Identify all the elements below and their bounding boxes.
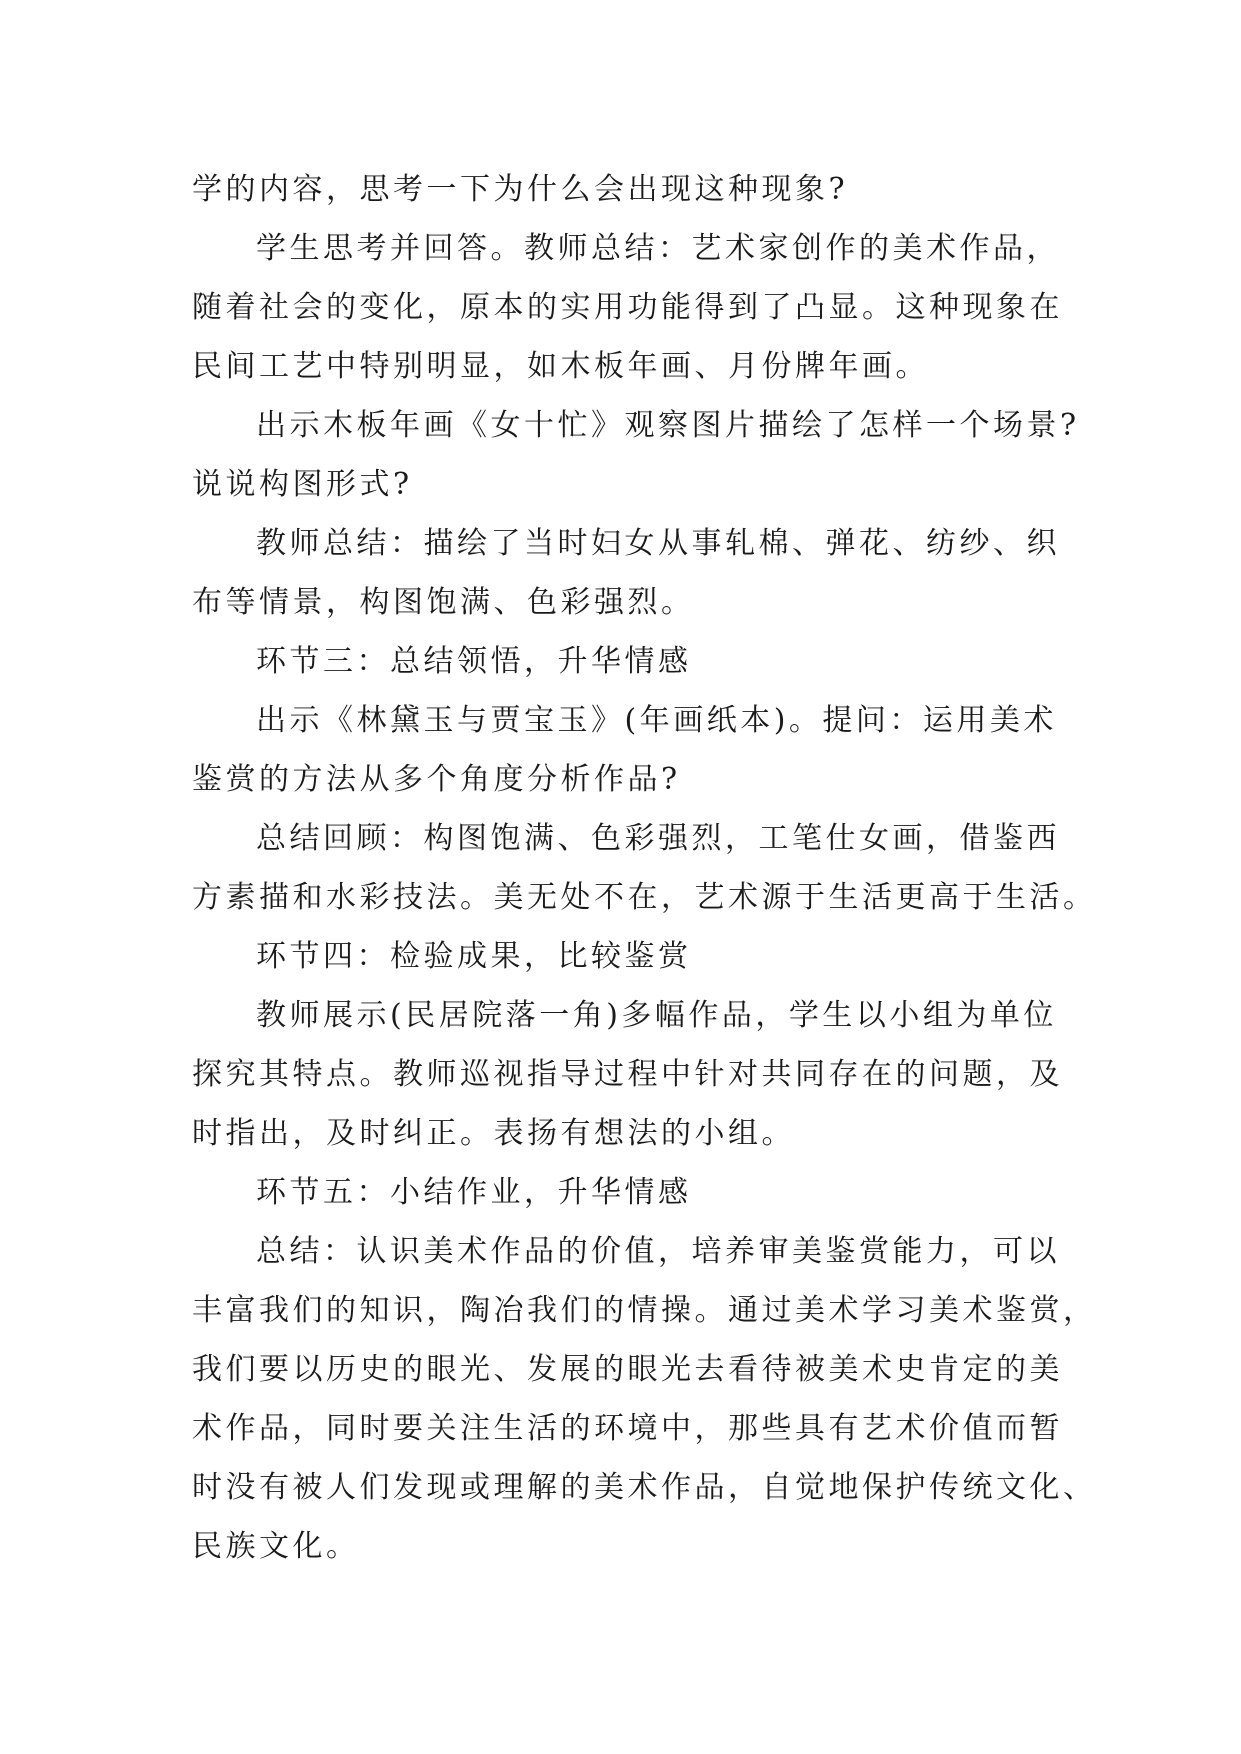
text-line: 探究其特点。教师巡视指导过程中针对共同存在的问题，及 xyxy=(192,1057,1063,1092)
text-line: 总结：认识美术作品的价值，培养审美鉴赏能力，可以 xyxy=(256,1234,1060,1269)
text-line: 出示《林黛玉与贾宝玉》(年画纸本)。提问：运用美术 xyxy=(256,703,1057,738)
text-line: 说说构图形式? xyxy=(192,467,413,502)
document-body xyxy=(192,160,1097,1576)
text-line: 时没有被人们发现或理解的美术作品，自觉地保护传统文化、 xyxy=(192,1470,1097,1505)
text-line: 术作品，同时要关注生活的环境中，那些具有艺术价值而暂 xyxy=(192,1411,1063,1446)
text-line: 时指出，及时纠正。表扬有想法的小组。 xyxy=(192,1116,795,1151)
text-line: 教师展示(民居院落一角)多幅作品，学生以小组为单位 xyxy=(256,998,1057,1033)
text-line: 鉴赏的方法从多个角度分析作品? xyxy=(192,762,681,797)
section-heading: 环节三：总结领悟，升华情感 xyxy=(256,644,692,679)
text-line: 民间工艺中特别明显，如木板年画、月份牌年画。 xyxy=(192,349,929,384)
text-line: 出示木板年画《女十忙》观察图片描绘了怎样一个场景? xyxy=(256,408,1080,443)
text-line: 学的内容，思考一下为什么会出现这种现象? xyxy=(192,172,849,207)
text-line: 丰富我们的知识，陶冶我们的情操。通过美术学习美术鉴赏， xyxy=(192,1293,1097,1328)
text-line: 学生思考并回答。教师总结：艺术家创作的美术作品， xyxy=(256,231,1060,266)
text-line: 教师总结：描绘了当时妇女从事轧棉、弹花、纺纱、织 xyxy=(256,526,1060,561)
section-heading: 环节四：检验成果，比较鉴赏 xyxy=(256,939,692,974)
text-line: 我们要以历史的眼光、发展的眼光去看待被美术史肯定的美 xyxy=(192,1352,1063,1387)
section-heading: 环节五：小结作业，升华情感 xyxy=(256,1175,692,1210)
text-line: 布等情景，构图饱满、色彩强烈。 xyxy=(192,585,695,620)
text-line: 方素描和水彩技法。美无处不在，艺术源于生活更高于生活。 xyxy=(192,880,1097,915)
text-line: 随着社会的变化，原本的实用功能得到了凸显。这种现象在 xyxy=(192,290,1063,325)
text-line: 总结回顾：构图饱满、色彩强烈，工笔仕女画，借鉴西 xyxy=(256,821,1060,856)
text-line: 民族文化。 xyxy=(192,1529,360,1564)
